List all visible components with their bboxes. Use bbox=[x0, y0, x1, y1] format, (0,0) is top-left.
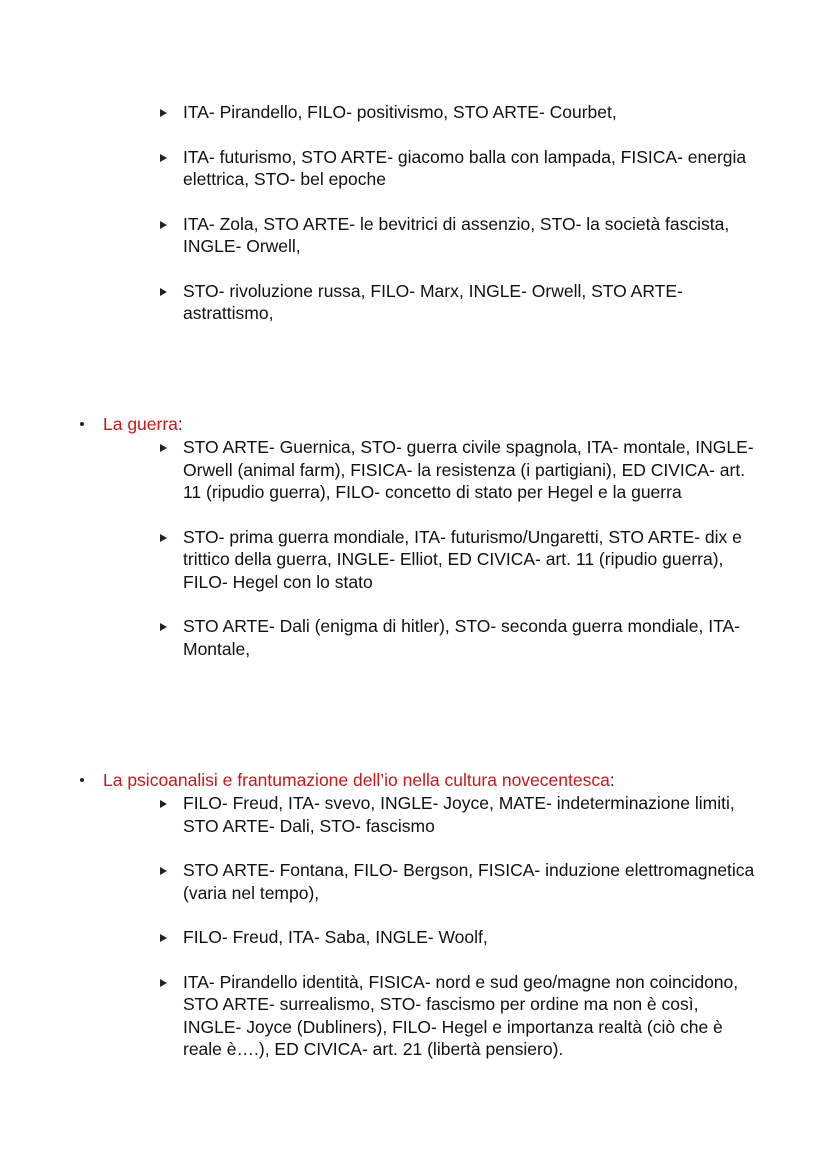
list-item bbox=[160, 792, 760, 837]
section-title: La guerra bbox=[103, 414, 178, 434]
list-item-text: ITA- Zola, STO ARTE- le bevitrici di assenzio, STO- la società fascista, INGLE- Orwell, bbox=[183, 213, 730, 256]
list-item bbox=[160, 971, 760, 1061]
triangle-bullet-icon bbox=[160, 800, 167, 808]
list-item bbox=[160, 615, 760, 660]
list-item bbox=[160, 926, 760, 949]
triangle-bullet-icon bbox=[160, 444, 167, 452]
triangle-bullet-icon bbox=[160, 154, 167, 162]
list-item bbox=[160, 146, 760, 191]
triangle-bullet-icon bbox=[160, 109, 167, 117]
triangle-bullet-icon bbox=[160, 221, 167, 229]
list-item-text: ITA- Pirandello, FILO- positivismo, STO ARTE- Courbet, bbox=[183, 102, 617, 122]
section-title-colon: : bbox=[177, 414, 183, 434]
topic-list-group-1 bbox=[160, 101, 760, 325]
list-item-text: FILO- Freud, ITA- Saba, INGLE- Woolf, bbox=[183, 927, 488, 947]
section-title-colon: : bbox=[609, 770, 615, 790]
triangle-bullet-icon bbox=[160, 534, 167, 542]
triangle-bullet-icon bbox=[160, 867, 167, 875]
list-item-text: STO- prima guerra mondiale, ITA- futurismo/Ungaretti, STO ARTE- dix e trittico della guerra, INGLE- Elliot, ED CIVICA- art. 11 (ripudio guerra), FILO- Hegel con lo stato bbox=[183, 526, 742, 592]
list-item-text: STO ARTE- Fontana, FILO- Bergson, FISICA- induzione elettromagnetica (varia nel tempo), bbox=[183, 860, 755, 903]
list-item bbox=[160, 213, 760, 258]
list-item bbox=[160, 101, 760, 124]
bullet-dot-icon bbox=[80, 778, 84, 782]
triangle-bullet-icon bbox=[160, 623, 167, 631]
list-item-text: ITA- Pirandello identità, FISICA- nord e sud geo/magne non coincidono, STO ARTE- surrealismo, STO- fascismo per ordine ma non è così, INGLE- Joyce (Dubliners), FILO- Hegel e importanza realtà (ciò che è reale è….), ED CIVICA- art. 21 (libertà pensiero). bbox=[183, 971, 739, 1059]
list-item-text: STO ARTE- Guernica, STO- guerra civile spagnola, ITA- montale, INGLE- Orwell (animal farm), FISICA- la resistenza (i partigiani), ED CIVICA- art. 11 (ripudio guerra), FILO- concetto di stato per Hegel e la guerra bbox=[183, 437, 754, 502]
topic-list-guerra bbox=[160, 436, 760, 660]
list-item-text: FILO- Freud, ITA- svevo, INGLE- Joyce, MATE- indeterminazione limiti, STO ARTE- Dali, STO- fascismo bbox=[183, 793, 735, 836]
list-item-text: STO ARTE- Dali (enigma di hitler), STO- seconda guerra mondiale, ITA- Montale, bbox=[183, 616, 740, 659]
triangle-bullet-icon bbox=[160, 934, 167, 942]
topic-list-psicoanalisi bbox=[160, 792, 760, 1061]
triangle-bullet-icon bbox=[160, 288, 167, 296]
list-item bbox=[160, 526, 760, 594]
list-item-text: ITA- futurismo, STO ARTE- giacomo balla con lampada, FISICA- energia elettrica, STO- bel epoche bbox=[183, 146, 747, 189]
section-title: La psicoanalisi e frantumazione dell’io nella cultura novecentesca bbox=[103, 770, 610, 790]
list-item bbox=[160, 436, 760, 504]
list-item bbox=[160, 859, 760, 904]
list-item-text: STO- rivoluzione russa, FILO- Marx, INGLE- Orwell, STO ARTE- astrattismo, bbox=[183, 280, 683, 323]
list-item bbox=[160, 280, 760, 325]
triangle-bullet-icon bbox=[160, 979, 167, 987]
bullet-dot-icon bbox=[80, 422, 84, 426]
